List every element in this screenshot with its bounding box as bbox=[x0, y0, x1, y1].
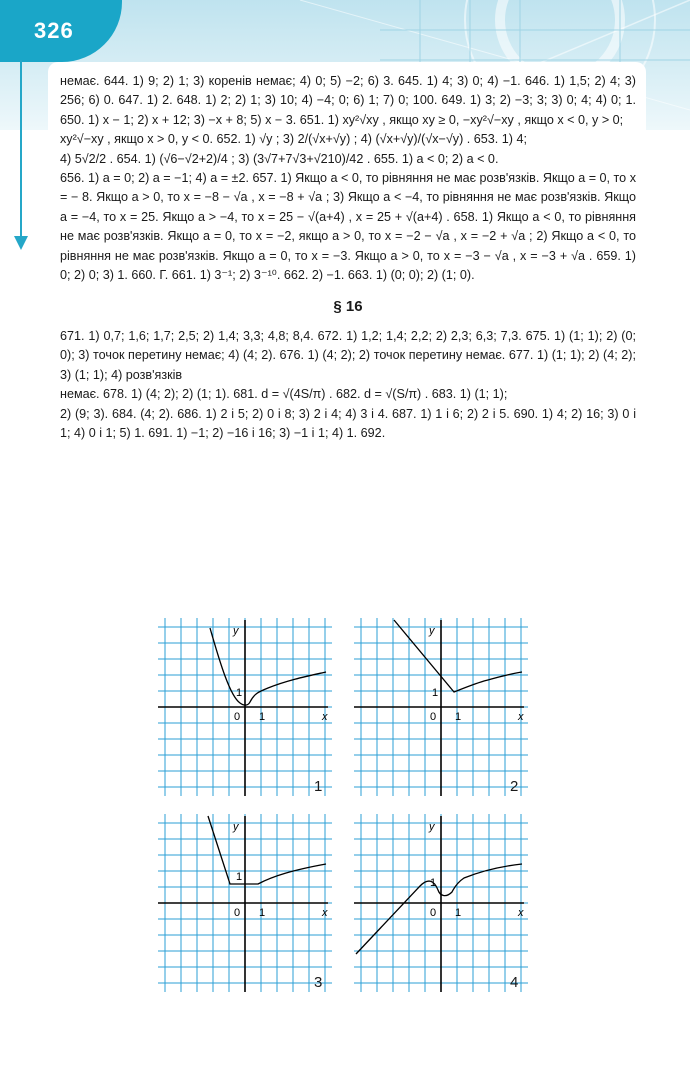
graph-4-x-label: x bbox=[518, 907, 524, 919]
margin-rule bbox=[20, 60, 22, 240]
graph-2-curve bbox=[394, 620, 522, 692]
graph-4-y-tick: 1 bbox=[430, 877, 437, 889]
graph-1 bbox=[158, 618, 332, 796]
graph-1-number: 1 bbox=[314, 778, 323, 795]
arrow-down-icon bbox=[14, 236, 28, 250]
section-title: § 16 bbox=[333, 298, 363, 316]
answers-paragraph-3: 4) 5√2/2 . 654. 1) (√6−√2+2)/4 ; 3) (3√7+7√3+√210)/42 . 655. 1) a < 0; 2) a < 0. bbox=[60, 151, 499, 166]
graph-3-x-tick: 1 bbox=[259, 907, 266, 919]
graph-1-svg bbox=[158, 618, 332, 796]
graph-4-svg bbox=[354, 814, 528, 992]
graph-1-y-label: y bbox=[233, 625, 239, 637]
graph-3-svg bbox=[158, 814, 332, 992]
graph-2-number: 2 bbox=[510, 778, 519, 795]
graph-1-y-tick: 1 bbox=[236, 687, 243, 699]
answers-paragraph-4: 656. 1) a = 0; 2) a = −1; 4) a = ±2. 657. 1) Якщо a < 0, то рівняння не має розв'язків. Якщо a = 0, то x = − 8. Якщо a > 0, то x = −8 − √a , x = −8 + √a ; 3) Якщо a < −4, то рівняння не має розв'язків. Якщо a = −4, то x = 25. Якщо a > −4, то x = 25 − √(a+4) , x = 25 + √(a+4) . 658. 1) Якщо a < 0, то рівняння не має розв'язків. Якщо a = 0, то x = −2, якщо a > 0, то x = −2 − √a , x = −2 + √a ; 2) Якщо a < 0, то рівняння не має розв'язків. Якщо a = 0, то x = −3. Якщо a > 0, то x = −3 − √a , x = −3 + √a . 659. 1) 0; 2) 0; 3) 1. 660. Г. 661. 1) 3⁻¹; 2) 3⁻¹⁰. 662. 2) −1. 663. 1) (0; 0); 2) (1; 0). bbox=[60, 171, 636, 283]
graph-3-number: 3 bbox=[314, 974, 323, 991]
answers-paragraph-7: 2) (9; 3). 684. (4; 2). 686. 1) 2 і 5; 2) 0 і 8; 3) 2 і 4; 4) 3 і 4. 687. 1) 1 і 6; 2) 2 і 5. 690. 1) 4; 2) 16; 3) 0 і 1; 4) 0 і 1; 5) 1. 691. 1) −1; 2) −16 і 16; 3) −1 і 1; 4) 1. 692. bbox=[60, 406, 636, 440]
page-number: 326 bbox=[34, 18, 74, 43]
graph-1-x-tick: 1 bbox=[259, 711, 266, 723]
graph-2-y-label: y bbox=[429, 625, 435, 637]
graph-4-curve bbox=[356, 864, 522, 954]
graph-2-origin-label: 0 bbox=[430, 711, 437, 723]
answers-paragraph-1: немає. 644. 1) 9; 2) 1; 3) коренів немає; 4) 0; 5) −2; 6) 3. 645. 1) 4; 3) 0; 4) −1. 646. 1) 1,5; 2) 4; 3) 256; 6) 0. 647. 1) 2. 648. 1) 2; 2) 1; 3) 10; 4) −4; 0; 6) 1; 7) 0; 100. 649. 1) 3; 2) −3; 3; 3) 0; 4; 4) 0; 1. 650. 1) x − 1; 2) x + 12; 3) −x + 8; 5) x − 3. 651. 1) xy²√xy , якщо xy ≥ 0, −xy²√−xy , якщо x < 0, y > 0; bbox=[60, 74, 636, 127]
graph-2 bbox=[354, 618, 528, 796]
graph-3-y-tick: 1 bbox=[236, 871, 243, 883]
graph-2-svg bbox=[354, 618, 528, 796]
answers-paragraph-5: 671. 1) 0,7; 1,6; 1,7; 2,5; 2) 1,4; 3,3; 4,8; 8,4. 672. 1) 1,2; 1,4; 2,2; 2) 2,3; 6,3; 7,3. 675. 1) (1; 1); 2) (0; 0); 3) точок перетину немає; 4) (4; 2). 676. 1) (4; 2); 2) точок перетину немає. 677. 1) (1; 1); 2) (4; 2); 3) (1; 1); 4) розв'язків bbox=[60, 328, 636, 382]
graph-3-origin-label: 0 bbox=[234, 907, 241, 919]
graph-4-y-label: y bbox=[429, 821, 435, 833]
graph-2-y-tick: 1 bbox=[432, 687, 439, 699]
graph-4 bbox=[354, 814, 528, 992]
graph-2-x-tick: 1 bbox=[455, 711, 462, 723]
graph-3-curve bbox=[208, 816, 326, 884]
graph-3 bbox=[158, 814, 332, 992]
graph-4-origin-label: 0 bbox=[430, 907, 437, 919]
graph-3-x-label: x bbox=[322, 907, 328, 919]
graph-1-x-label: x bbox=[322, 711, 328, 723]
graph-2-x-label: x bbox=[518, 711, 524, 723]
graph-1-origin-label: 0 bbox=[234, 711, 241, 723]
answers-paragraph-6: немає. 678. 1) (4; 2); 2) (1; 1). 681. d = √(4S/π) . 682. d = √(S/π) . 683. 1) (1; 1); bbox=[60, 387, 508, 402]
graphs-692 bbox=[158, 618, 530, 990]
graph-4-x-tick: 1 bbox=[455, 907, 462, 919]
graph-4-number: 4 bbox=[510, 974, 519, 991]
answers-paragraph-2: xy²√−xy , якщо x > 0, y < 0. 652. 1) √y ; 3) 2/(√x+√y) ; 4) (√x+√y)/(√x−√y) . 653. 1) 4; bbox=[60, 132, 527, 147]
graph-3-y-label: y bbox=[233, 821, 239, 833]
answers-text bbox=[60, 72, 636, 443]
